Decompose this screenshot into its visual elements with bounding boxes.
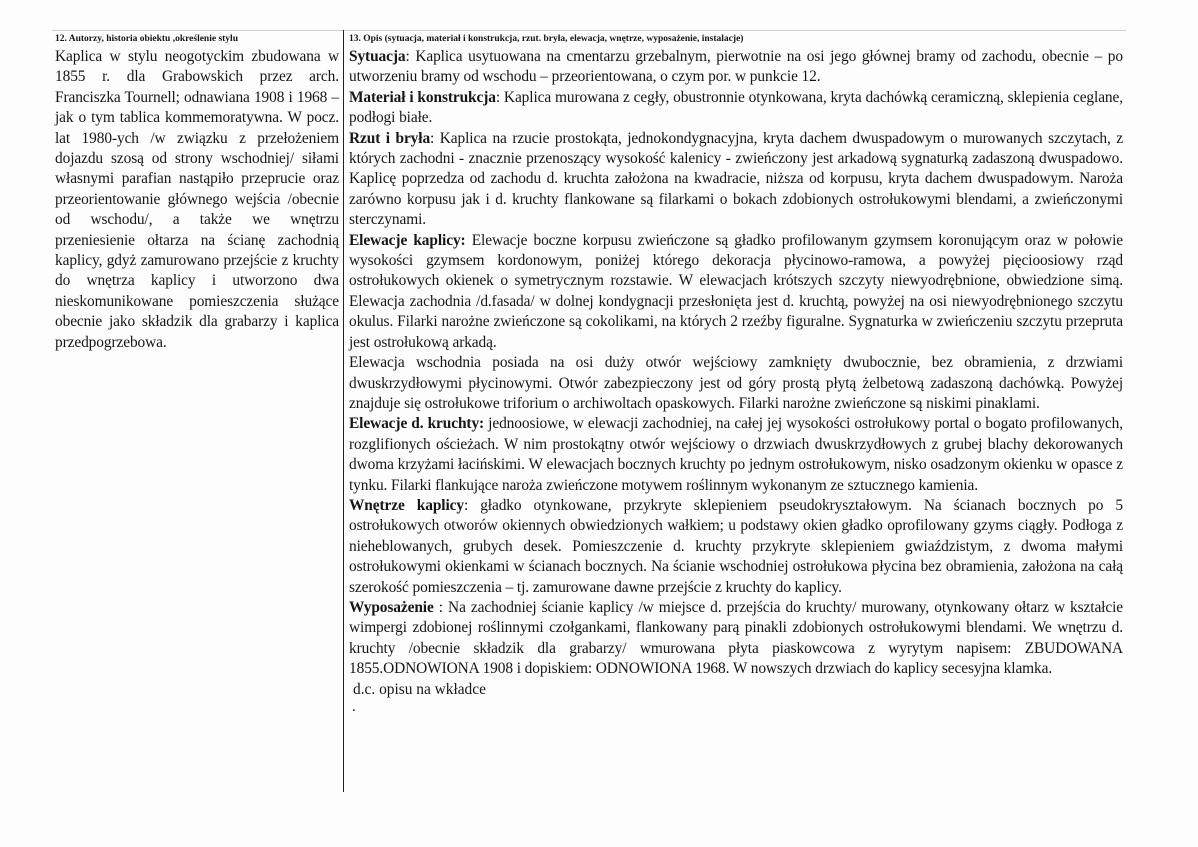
continuation-note: d.c. opisu na wkładce (353, 680, 486, 698)
paragraph-text: : gładko otynkowane, przykryte sklepieniem pseudokryształowym. Na ścianach bocznych po 5 ostrołukowych otworów okiennych obwiedzionych wałkiem; u podstawy okien gładko oprofilowany gzyms ciągły. Podłoga z nieheblowanych, grubych desek. Pomieszczenie d. kruchty przykryte sklepieniem gwiaździstym, z dwoma małymi ostrołukowymi okienkami w ścianach bocznych. Na ścianie wschodniej ostrołukowa płycina bez obramienia, założona na całą szerokość pomieszczenia – tj. zamurowane dawne przejście z kruchty do kaplicy. (349, 496, 1124, 596)
column-divider (343, 30, 344, 792)
section-12-heading: 12. Autorzy, historia obiektu ,określenie stylu (55, 34, 238, 44)
paragraph-label: Elewacje d. kruchty: (349, 415, 485, 433)
paragraph-text: : Kaplica usytuowana na cmentarzu grzebalnym, pierwotnie na osi jego głównej bramy od zachodu, obecnie – po utworzeniu bramy od wschodu – przeorientowana, o czym por. w punkcie 12. (349, 48, 1123, 86)
paragraph-label: Rzut i bryła (349, 129, 431, 147)
paragraph-elewacje-kruchty (349, 414, 1123, 496)
paragraph-label: Sytuacja (349, 48, 406, 65)
paragraph-text: : Na zachodniej ścianie kaplicy /w miejsce d. przejścia do kruchty/ murowany, otynkowany ołtarz w kształcie wimpergi zdobionej roślinnymi czołgankami, flankowany parą pinakli zdobionych ostrołukowymi blendami. We wnętrzu d. kruchty /obecnie składzik dla grabarzy/ wmurowana płyta piaskowcowa z wyrytym napisem: ZBUDOWANA 1855.ODNOWIONA 1908 i dopiskiem: ODNOWIONA 1968. W nowszych drzwiach do kaplicy secesyjna klamka. (349, 598, 1123, 678)
paragraph-wyposazenie (349, 598, 1123, 680)
paragraph-label: Wnętrze kaplicy (349, 496, 464, 514)
section-13-heading: 13. Opis (sytuacja, materiał i konstrukcja, rzut. bryła, elewacja, wnętrze, wyposażenie, instalacje) (349, 34, 744, 44)
paragraph-text: Elewacje boczne korpusu zwieńczone są gładko profilowanym gzymsem koronującym oraz w połowie wysokości gzymsem kordonowym, poniżej którego dekoracja płycinowo-ramowa, a powyżej pięcioosiowy rząd ostrołukowych okienek o symetrycznym rozstawie. W elewacjach krótszych szczyty niewyodrębnione, obwiedzione simą. Elewacja zachodnia /d.fasada/ w dolnej kondygnacji przesłonięta jest d. kruchtą, powyżej na osi niewyodrębnionego szczytu okulus. Filarki narożne zwieńczone są cokolikami, na których 2 rzeźby figuralne. Sygnaturka w zwieńczeniu szczytu przepruta jest ostrołukową arkadą. (349, 231, 1123, 351)
trailing-mark: . (352, 699, 356, 715)
paragraph-text: : Kaplica na rzucie prostokąta, jednokondygnacyjna, kryta dachem dwuspadowym o murowanych szczytach, z których zachodni - znacznie przenoszący wysokość kalenicy - zwieńczony jest arkadową sygnaturką zadaszoną dwuspadowo. Kaplicę poprzedza od zachodu d. kruchta założona na kwadracie, niższa od korpusu, kryta dachem dwuspadowym. Naroża zarówno korpusu jak i d. kruchty flankowane są filarkami o bokach zdobionych ostrołukowymi blendami, a zwieńczonymi sterczynami. (349, 129, 1123, 229)
paragraph-elewacje-kaplicy (349, 231, 1123, 353)
paragraph-wnetrze (349, 496, 1123, 598)
paragraph-text: : Kaplica murowana z cegły, obustronnie otynkowana, kryta dachówką ceramiczną, sklepienia ceglane, podłogi białe. (349, 88, 1124, 127)
paragraph-material (349, 88, 1123, 129)
paragraph-rzut (349, 129, 1123, 231)
paragraph-label: Elewacje kaplicy: (349, 231, 466, 249)
section-12-text: Kaplica w stylu neogotyckim zbudowana w 1855 r. dla Grabowskich przez arch. Franciszka Tournell; odnawiana 1908 i 1968 – jak o tym tablica kommemoratywna. W pocz. lat 1980-ych /w związku z przełożeniem dojazdu szosą od strony wschodniej/ siłami własnymi parafian nastąpiło przeprucie oraz przeorientowanie głównego wejścia /obecnie od wschodu/, a także we wnętrzu przeniesienie ołtarza na ścianę zachodnią kaplicy, gdyż zamurowano przejście z kruchty do wnętrza kaplicy i utworzono dwa nieskomunikowane pomieszczenia służące obecnie jako składzik dla grabarzy i kaplica przedpogrzebowa. (55, 48, 339, 351)
paragraph-text: jednoosiowe, w elewacji zachodniej, na całej jej wysokości ostrołukowy portal o bogato profilowanych, rozglifionych ościeżach. W nim prostokątny otwór wejściowy o drzwiach dwuskrzydłowych z grubej blachy dekorowanych dwoma krzyżami łacińskimi. W elewacjach bocznych kruchty po jednym ostrołukowym, nisko osadzonym okienku w opasce z tynku. Filarki flankujące naroża zwieńczone motywem roślinnym wykonanym ze sztucznego kamienia. (349, 415, 1124, 494)
paragraph-label: Wyposażenie (349, 598, 434, 616)
paragraph-sytuacja (349, 47, 1123, 88)
section-13 (349, 29, 1123, 714)
paragraph-elewacja-wschodnia (349, 353, 1123, 414)
paragraph-text: Elewacja wschodnia posiada na osi duży otwór wejściowy zamknięty dwubocznie, bez obramienia, z drzwiami dwuskrzydłowymi płycinowymi. Otwór zabezpieczony jest od góry prostą płytą żelbetową zadaszoną dachówką. Powyżej znajduje się ostrołukowe triforium o archiwoltach opaskowych. Filarki narożne zwieńczone są niskimi pinaklami. (349, 354, 1123, 412)
section-12 (55, 29, 339, 353)
paragraph-label: Materiał i konstrukcja (349, 88, 496, 106)
